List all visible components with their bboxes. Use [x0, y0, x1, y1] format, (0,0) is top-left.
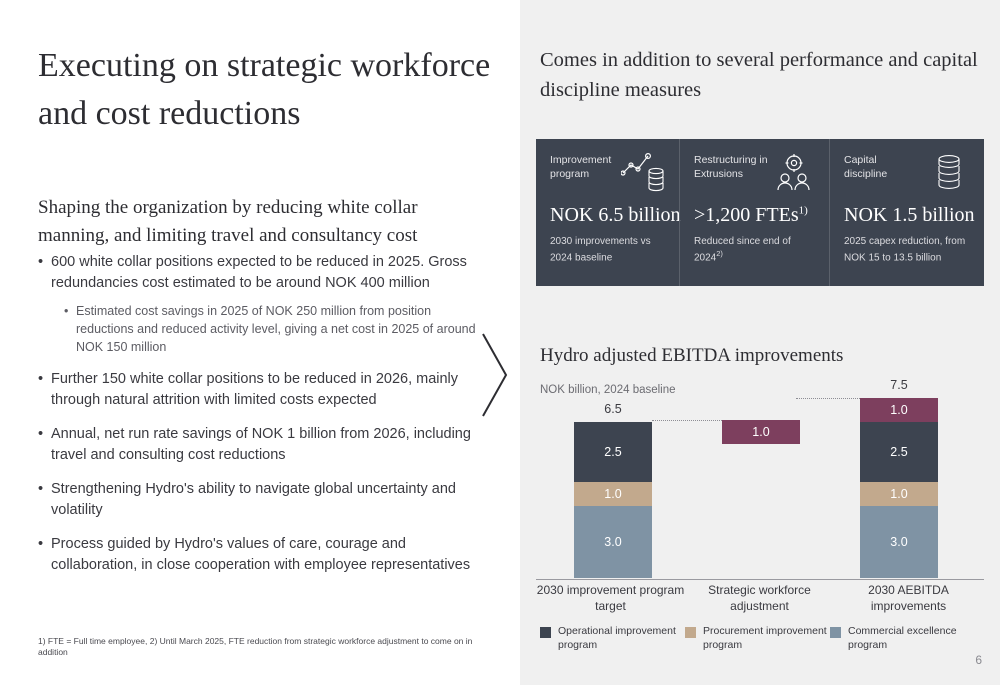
- sub-bullet-list: [64, 303, 488, 356]
- bullet-dot-icon: •: [38, 426, 44, 443]
- legend-item-commercial: [830, 625, 975, 652]
- chart-subtitle: NOK billion, 2024 baseline: [540, 384, 676, 396]
- kpi-label: Improvement program: [550, 154, 612, 181]
- legend-item-operational: [540, 625, 685, 652]
- legend-label: Operational improvement program: [558, 625, 676, 651]
- legend-item-procurement: [685, 625, 830, 652]
- bar-segment-procurement: 1.0: [860, 482, 938, 506]
- bar-2030-improvement-program-target: [574, 402, 652, 578]
- page-number: 6: [975, 653, 982, 667]
- bar-segment-operational: 2.5: [860, 422, 938, 482]
- list-item-label: 600 white collar positions expected to be reduced in 2025. Gross redundancies cost estimated to be around NOK 400 million: [51, 254, 467, 292]
- coin-stack-icon: [926, 151, 972, 193]
- kpi-label: Restructuring in Extrusions: [694, 154, 768, 181]
- bar-segment-workforce: 1.0: [722, 420, 800, 444]
- bar-total-label: 7.5: [890, 378, 908, 392]
- x-label-1: Strategic workforce adjustment: [708, 583, 811, 614]
- page-subtitle: Shaping the organization by reducing white collar manning, and limiting travel and consultancy cost: [38, 197, 418, 246]
- bullet-dot-icon: •: [38, 254, 44, 270]
- kpi-sub-label: Reduced since end of 2024$^{2)}$: [694, 236, 791, 263]
- kpi-label: Capital discipline: [844, 154, 888, 181]
- kpi-capital-discipline: [829, 139, 984, 286]
- chart-x-labels: [536, 582, 984, 614]
- kpi-panel: [536, 139, 984, 286]
- bar-2030-aebitda-improvements: [860, 378, 938, 578]
- bar-segment-commercial: 3.0: [860, 506, 938, 578]
- sub-list-item-label: Estimated cost savings in 2025 of NOK 250 million from position reductions and reduced activity level, giving a net cost in 2025 of around NOK 150 million: [76, 304, 476, 354]
- kpi-sub-label: 2025 capex reduction, from NOK 15 to 13.5 billion: [844, 236, 966, 263]
- bar-segment-workforce: 1.0: [860, 398, 938, 422]
- footnote: 1) FTE = Full time employee, 2) Until March 2025, FTE reduction from strategic workforce adjustment to come on in addition: [38, 636, 473, 658]
- bar-segment-commercial: 3.0: [574, 506, 652, 578]
- kpi-restructuring: [679, 139, 829, 286]
- kpi-value: >1,200 FTEs$^{1)}$: [694, 204, 808, 226]
- bar-segment-operational: 2.5: [574, 422, 652, 482]
- connector-line-2: [796, 398, 860, 399]
- list-item-label: Strengthening Hydro's ability to navigate global uncertainty and volatility: [51, 481, 456, 519]
- kpi-value: NOK 1.5 billion: [844, 204, 975, 226]
- bullet-dot-icon: •: [38, 481, 44, 498]
- bar-segment-procurement: 1.0: [574, 482, 652, 506]
- chart-x-axis: [536, 579, 984, 580]
- list-item: [38, 252, 488, 294]
- x-label-2: 2030 AEBITDA improvements: [868, 583, 949, 614]
- bullet-list: [38, 252, 488, 589]
- list-item: [38, 369, 488, 411]
- list-item: [38, 534, 488, 576]
- chart-title: Hydro adjusted EBITDA improvements: [540, 345, 844, 366]
- bar-strategic-workforce-adjustment: [722, 398, 800, 578]
- x-label-0: 2030 improvement program target: [536, 583, 685, 614]
- legend-label: Commercial excellence program: [848, 625, 957, 651]
- chevron-right-icon: [480, 330, 510, 420]
- right-panel-title: Comes in addition to several performance and capital discipline measures: [540, 49, 978, 101]
- chart-up-coins-icon: [621, 151, 667, 193]
- kpi-sub-label: 2030 improvements vs 2024 baseline: [550, 236, 651, 263]
- people-gear-icon: [771, 151, 817, 193]
- list-item: [38, 479, 488, 521]
- list-item-label: Annual, net run rate savings of NOK 1 billion from 2026, including travel and consulting cost reductions: [51, 426, 471, 464]
- bullet-dot-icon: •: [64, 304, 69, 319]
- bullet-dot-icon: •: [38, 371, 44, 388]
- list-item: [38, 424, 488, 466]
- bullet-dot-icon: •: [38, 536, 44, 553]
- legend-swatch-icon: [830, 627, 841, 638]
- legend-label: Procurement improvement program: [703, 625, 827, 651]
- chart-legend: [540, 625, 988, 652]
- connector-line-1: [652, 420, 724, 421]
- list-item-label: Process guided by Hydro's values of care, courage and collaboration, in close cooperation with employee representatives: [51, 536, 471, 574]
- legend-swatch-icon: [540, 627, 551, 638]
- list-item-label: Further 150 white collar positions to be reduced in 2026, mainly through natural attrition with limited costs expected: [51, 371, 459, 409]
- legend-swatch-icon: [685, 627, 696, 638]
- kpi-improvement-program: [536, 139, 679, 286]
- bar-total-label: 6.5: [604, 402, 622, 416]
- sub-list-item: [64, 303, 488, 356]
- kpi-value: NOK 6.5 billion: [550, 204, 681, 226]
- page-title: Executing on strategic workforce and cost reductions: [38, 47, 491, 133]
